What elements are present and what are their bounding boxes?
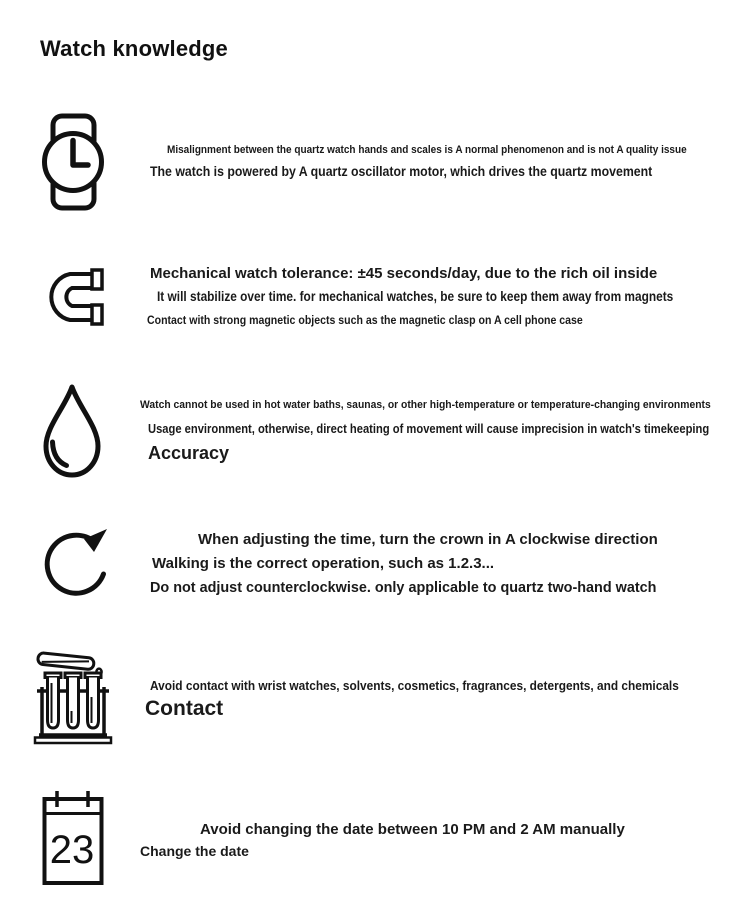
magnet-note-contact: Contact with strong magnetic objects such as the magnetic clasp on A cell phone case xyxy=(147,313,583,327)
accuracy-heading: Accuracy xyxy=(148,443,230,463)
watch-icon xyxy=(41,113,105,216)
test-tubes-icon xyxy=(33,645,113,750)
calendar-day: 23 xyxy=(49,828,95,872)
water-drop-icon xyxy=(38,382,106,485)
magnet-note-stabilize: It will stabilize over time. for mechanical watches, be sure to keep them away from magnets xyxy=(157,289,674,304)
adjust-note-counterclockwise: Do not adjust counterclockwise. only applicable to quartz two-hand watch xyxy=(150,579,657,596)
quartz-note-main: The watch is powered by A quartz oscillator motor, which drives the quartz movement xyxy=(150,163,653,179)
magnet-note-tolerance: Mechanical watch tolerance: ±45 seconds/day, due to the rich oil inside xyxy=(150,265,658,282)
calendar-icon xyxy=(42,788,104,891)
page-title: Watch knowledge xyxy=(40,36,228,61)
quartz-note-small: Misalignment between the quartz watch hands and scales is A normal phenomenon and is not A quality issue xyxy=(167,144,687,156)
temperature-note-small: Watch cannot be used in hot water baths, saunas, or other high-temperature or temperature-changing environments xyxy=(140,399,711,411)
change-date-heading: Change the date xyxy=(140,843,249,859)
temperature-note-main: Usage environment, otherwise, direct heating of movement will cause imprecision in watch's timekeeping xyxy=(148,421,710,436)
date-note: Avoid changing the date between 10 PM and 2 AM manually xyxy=(200,821,625,838)
chemicals-note: Avoid contact with wrist watches, solvents, cosmetics, fragrances, detergents, and chemicals xyxy=(150,679,679,693)
contact-heading: Contact xyxy=(145,697,224,720)
adjust-note-walking: Walking is the correct operation, such as 1.2.3... xyxy=(152,555,495,572)
clockwise-arrow-icon xyxy=(40,522,112,609)
adjust-note-clockwise: When adjusting the time, turn the crown in A clockwise direction xyxy=(198,531,658,548)
magnet-icon xyxy=(40,266,106,333)
